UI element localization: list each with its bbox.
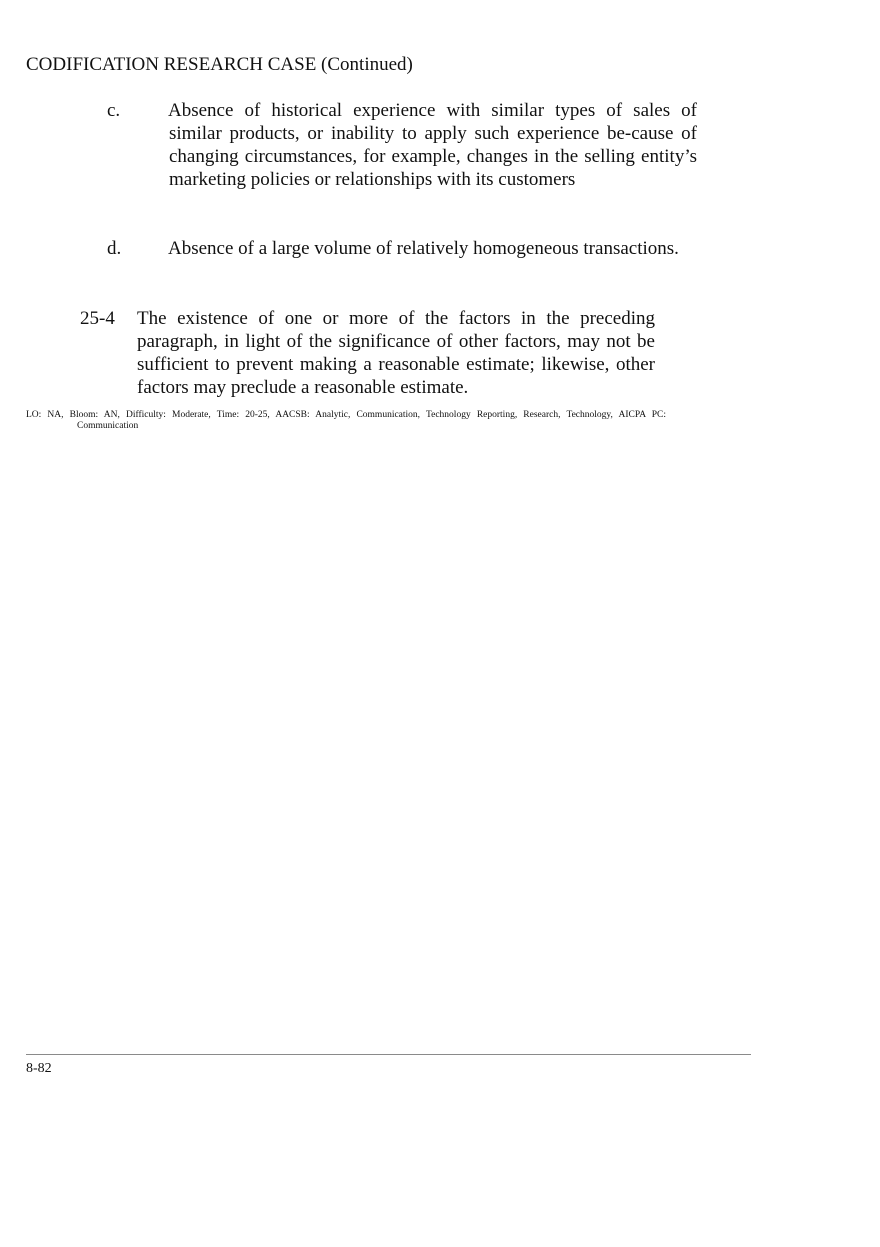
paragraph-25-4: [80, 307, 655, 399]
metadata-text: LO: NA, Bloom: AN, Difficulty: Moderate, Time: 20-25, AACSB: Analytic, Communication, Technology Reporting, Research, Technology, AICPA PC: Communication: [26, 410, 666, 431]
list-item-text: Absence of a large volume of relatively homogeneous transactions.: [168, 238, 679, 259]
list-item-marker: c.: [107, 100, 121, 121]
question-metadata: [26, 410, 666, 432]
footer-divider: [26, 1054, 751, 1055]
list-item-d: [107, 237, 697, 260]
paragraph-text: The existence of one or more of the factors in the preceding paragraph, in light of the significance of other factors, may not be sufficient to prevent making a reasonable estimate; likewise, other factors may preclude a reasonable estimate.: [137, 308, 655, 398]
page-heading: CODIFICATION RESEARCH CASE (Continued): [26, 54, 413, 75]
list-item-marker: d.: [107, 238, 122, 259]
page-number: 8-82: [26, 1061, 52, 1076]
paragraph-number: 25-4: [80, 308, 115, 329]
list-item-c: [107, 99, 697, 191]
list-item-text: Absence of historical experience with similar types of sales of similar products, or inability to apply such experience be-cause of changing circumstances, for example, changes in the selling entity’s marketing policies or relationships with its customers: [168, 100, 697, 190]
